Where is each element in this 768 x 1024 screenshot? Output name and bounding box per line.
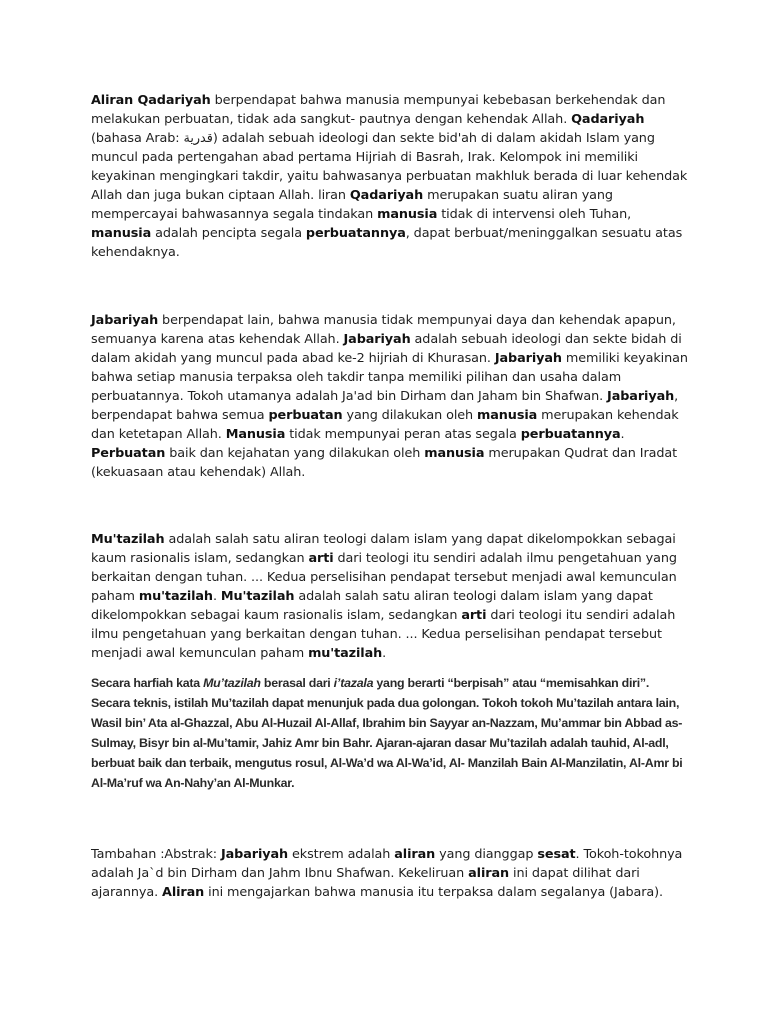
term-jabariyah: Jabariyah [607,389,675,404]
paragraph-tambahan-abstrak [91,845,691,902]
paragraph-jabariyah [91,311,691,482]
term-arti: arti [308,551,334,566]
term-perbuatannya: perbuatannya [305,226,406,241]
text-span: . [382,646,387,661]
text-span: ini dapat dilihat dari ajarannya. [91,866,640,900]
text-span: berpendapat bahwa manusia mempunyai kebebasan berkehendak dan melakukan perbuatan, tidak ada sangkut- pautnya dengan kehendak Allah. [91,93,666,127]
term-manusia: manusia [424,446,485,461]
text-span: . Tokoh-tokohnya adalah Ja`d bin Dirham dan Jahm Ibnu Shafwan. Kekeliruan [91,847,683,881]
term-perbuatan: Perbuatan [91,446,166,461]
text-span: tidak mempunyai peran atas segala [285,427,521,442]
text-span: yang dianggap [435,847,538,862]
term-mutazilah: mu'tazilah [138,589,213,604]
paragraph-qadariyah [91,91,691,262]
text-span: dari teologi itu sendiri adalah ilmu pengetahuan yang berkaitan dengan tuhan. ... Kedua perselisihan pendapat tersebut menjadi awal kemunculan paham [91,551,677,604]
term-qadariyah: Qadariyah [571,112,645,127]
term-perbuatannya: perbuatannya [520,427,621,442]
term-manusia: manusia [377,207,438,222]
text-span: Secara harfiah kata [91,676,204,690]
term-aliran: Aliran [162,885,205,900]
term-mutazilah-italic: Mu’tazilah [203,676,261,690]
term-jabariyah: Jabariyah [91,313,159,328]
text-span: dari teologi itu sendiri adalah ilmu pengetahuan yang berkaitan dengan tuhan. ... Kedua perselisihan pendapat tersebut menjadi awal kemunculan paham [91,608,676,661]
term-manusia: manusia [91,226,152,241]
term-aliran: aliran [394,847,436,862]
paragraph-mutazilah [91,530,691,663]
text-span: adalah pencipta segala [151,226,306,241]
text-span: baik dan kejahatan yang dilakukan oleh [165,446,425,461]
text-span: berasal dari [260,676,334,690]
text-span: adalah sebuah ideologi dan sekte bidah di dalam akidah yang muncul pada abad ke-2 hijriah di Khurasan. [91,332,682,366]
term-manusia: Manusia [225,427,286,442]
text-span: memiliki keyakinan bahwa setiap manusia terpaksa oleh takdir tanpa memiliki pilihan dan usaha dalam perbuatannya. Tokoh utamanya adalah Ja'ad bin Dirham dan Jaham bin Shafwan. [91,351,688,404]
term-jabariyah: Jabariyah [220,847,289,862]
term-jabariyah: Jabariyah [494,351,562,366]
text-span: yang berarti “berpisah” atau “memisahkan diri”. Secara teknis, istilah Mu’tazilah dapat menunjuk pada dua golongan. Tokoh tokoh Mu’tazilah antara lain, Wasil bin’ Ata al-Ghazzal, Abu Al-Huzail Al-Allaf, Ibrahim bin Sayyar an-Nazzam, Mu’ammar bin Abbad as-Sulmay, Bisyr bin al-Mu’tamir, Jahiz Amr bin Bahr. Ajaran-ajaran dasar Mu’tazilah adalah tauhid, Al-adl, berbuat baik dan terbaik, mengutus rosul, Al-Wa’d wa Al-Wa’id, Al- Manzilah Bain Al-Manzilatin, Al-Amr bi Al-Ma’ruf wa An-Nahy’an Al-Munkar. [91,676,683,790]
term-sesat: sesat [537,847,576,862]
term-mutazilah: Mu'tazilah [220,589,295,604]
text-span: adalah salah satu aliran teologi dalam islam yang dapat dikelompokkan sebagai kaum rasionalis islam, sedangkan [91,589,653,623]
term-mutazilah: mu'tazilah [308,646,383,661]
text-span: (bahasa Arab: قدرية) adalah sebuah ideologi dan sekte bid'ah di dalam akidah Islam yang muncul pada pertengahan abad pertama Hijriah di Basrah, Irak. Kelompok ini memiliki keyakinan mengingkari takdir, yaitu bahwasanya perbuatan makhluk berada di luar kehendak Allah dan juga bukan ciptaan Allah. liran [91,131,688,203]
term-itazala-italic: i’tazala [333,676,374,690]
term-aliran: aliran [468,866,510,881]
text-span: yang dilakukan oleh [342,408,478,423]
text-span: merupakan suatu aliran yang mempercayai bahwasannya segala tindakan [91,188,613,222]
document-page [91,91,691,902]
term-qadariyah: Qadariyah [349,188,424,203]
term-manusia: manusia [477,408,538,423]
text-span: tidak di intervensi oleh Tuhan, [437,207,632,222]
text-span: ekstrem adalah [288,847,395,862]
text-span: merupakan kehendak dan ketetapan Allah. [91,408,679,442]
term-mutazilah: Mu'tazilah [91,532,165,547]
term-qadariyah: Aliran Qadariyah [91,93,211,108]
text-span: . [212,589,221,604]
term-perbuatan: perbuatan [268,408,343,423]
term-jabariyah: Jabariyah [343,332,411,347]
text-span: , berpendapat bahwa semua [91,389,679,423]
text-span: adalah salah satu aliran teologi dalam islam yang dapat dikelompokkan sebagai kaum rasionalis islam, sedangkan [91,532,676,566]
term-arti: arti [461,608,487,623]
paragraph-mutazilah-definition [91,673,691,793]
text-span: ini mengajarkan bahwa manusia itu terpaksa dalam segalanya (Jabara). [204,885,663,900]
text-span: merupakan Qudrat dan Iradat (kekuasaan atau kehendak) Allah. [91,446,678,480]
text-span: Tambahan :Abstrak: [91,847,221,862]
text-span: . [620,427,625,442]
text-span: berpendapat lain, bahwa manusia tidak mempunyai daya dan kehendak apapun, semuanya karena atas kehendak Allah. [91,313,676,347]
text-span: , dapat berbuat/meninggalkan sesuatu atas kehendaknya. [91,226,683,260]
